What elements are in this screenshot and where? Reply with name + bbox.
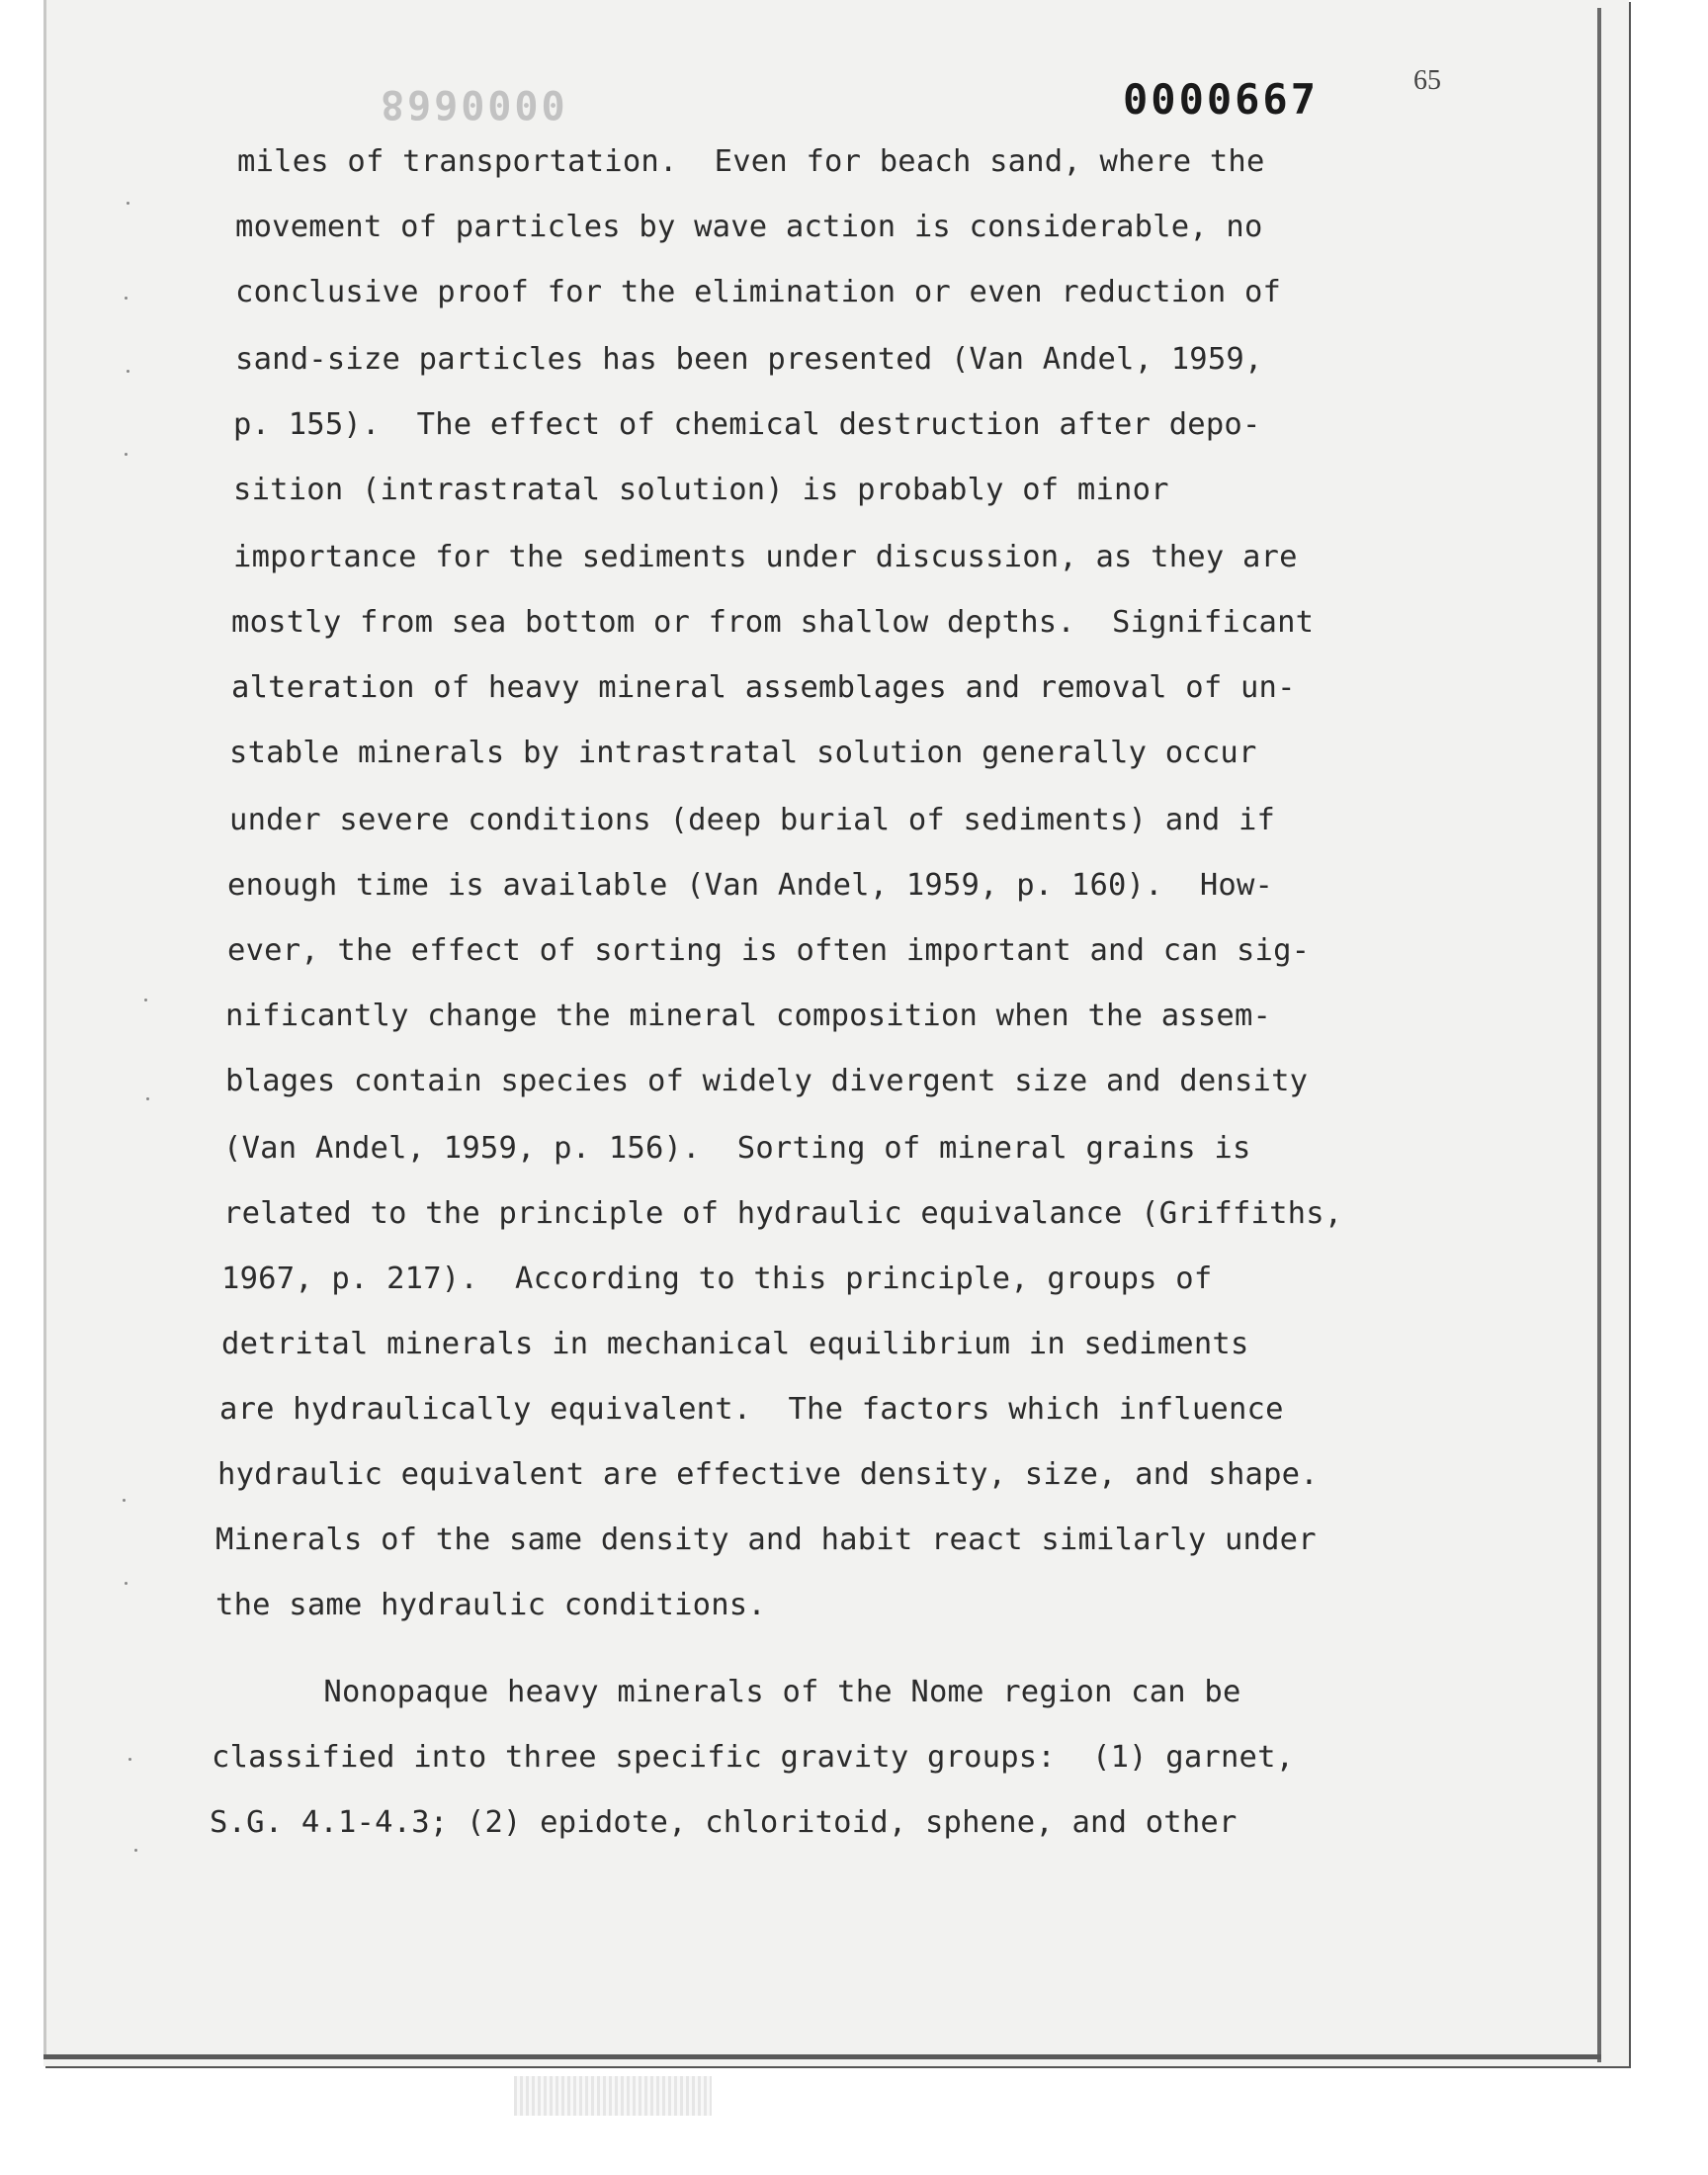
text-line: movement of particles by wave action is considerable, no bbox=[235, 210, 1263, 244]
text-line: nificantly change the mineral composition when the assem- bbox=[225, 999, 1272, 1033]
text-line: the same hydraulic conditions. bbox=[215, 1588, 766, 1622]
text-line: p. 155). The effect of chemical destruction after depo- bbox=[233, 407, 1261, 442]
margin-mark bbox=[125, 453, 128, 456]
text-line: 1967, p. 217). According to this principle, groups of bbox=[221, 1262, 1213, 1296]
text-line: alteration of heavy mineral assemblages and removal of un- bbox=[231, 670, 1296, 705]
text-line: sand-size particles has been presented (Van Andel, 1959, bbox=[235, 342, 1263, 377]
page-number: 65 bbox=[1413, 65, 1441, 96]
margin-mark bbox=[128, 1758, 131, 1761]
text-line: blages contain species of widely divergent size and density bbox=[225, 1064, 1309, 1098]
margin-mark bbox=[127, 202, 129, 205]
page-left-edge bbox=[43, 0, 46, 2056]
text-line: hydraulic equivalent are effective density, size, and shape. bbox=[217, 1457, 1319, 1492]
text-line: miles of transportation. Even for beach sand, where the bbox=[237, 144, 1265, 179]
margin-mark bbox=[125, 1582, 128, 1585]
margin-mark bbox=[134, 1849, 137, 1852]
text-line: conclusive proof for the elimination or even reduction of bbox=[235, 275, 1282, 309]
text-line: S.G. 4.1-4.3; (2) epidote, chloritoid, sphene, and other bbox=[210, 1805, 1238, 1840]
margin-mark bbox=[123, 1499, 126, 1502]
text-line: importance for the sediments under discussion, as they are bbox=[233, 540, 1298, 574]
margin-mark bbox=[144, 999, 147, 1001]
text-line: stable minerals by intrastratal solution generally occur bbox=[229, 736, 1257, 770]
text-line: (Van Andel, 1959, p. 156). Sorting of mineral grains is bbox=[223, 1131, 1251, 1166]
text-line: enough time is available (Van Andel, 1959, p. 160). How- bbox=[227, 868, 1274, 903]
faint-bleedthrough-stamp: 0000668 bbox=[378, 81, 565, 127]
text-line: related to the principle of hydraulic equivalance (Griffiths, bbox=[223, 1196, 1343, 1231]
text-line: Nonopaque heavy minerals of the Nome region can be bbox=[214, 1675, 1241, 1709]
text-line: mostly from sea bottom or from shallow depths. Significant bbox=[231, 605, 1315, 640]
document-stamp-number: 0000667 bbox=[1123, 75, 1320, 124]
text-line: classified into three specific gravity groups: (1) garnet, bbox=[212, 1740, 1295, 1775]
text-line: sition (intrastratal solution) is probably of minor bbox=[233, 473, 1169, 507]
text-line: ever, the effect of sorting is often important and can sig- bbox=[227, 933, 1311, 968]
text-line: Minerals of the same density and habit react similarly under bbox=[215, 1522, 1317, 1557]
text-line: detrital minerals in mechanical equilibrium in sediments bbox=[221, 1327, 1249, 1361]
page-bottom-edge bbox=[43, 2054, 1601, 2059]
margin-mark bbox=[127, 370, 129, 373]
text-line: are hydraulically equivalent. The factors which influence bbox=[219, 1392, 1284, 1427]
scanner-artifact bbox=[514, 2076, 712, 2116]
margin-mark bbox=[125, 297, 128, 300]
text-line: under severe conditions (deep burial of sediments) and if bbox=[229, 803, 1276, 837]
page-right-edge bbox=[1597, 8, 1601, 2062]
margin-mark bbox=[146, 1097, 149, 1100]
